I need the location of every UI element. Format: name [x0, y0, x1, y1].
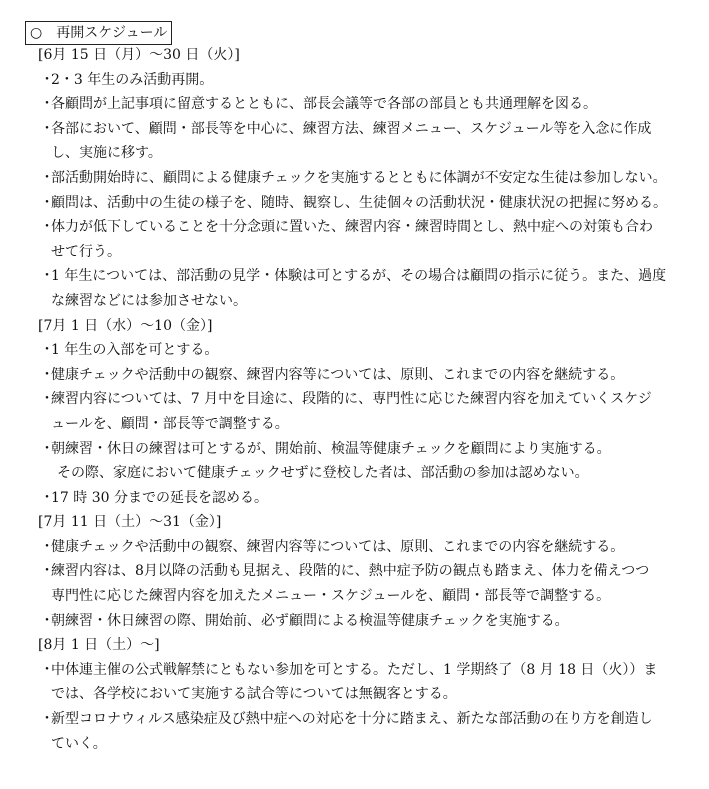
list-item-text-continued: では、各学校において実施する試合等については無観客とする。 [51, 686, 457, 703]
section-title: 再開スケジュール [56, 25, 168, 41]
list-item [37, 707, 709, 756]
list-item-text-continued: その際、家庭において健康チェックせずに登校した者は、部活動の参加は認めない。 [57, 465, 589, 482]
bullet-icon: ・ [40, 538, 54, 555]
bullet-icon: ・ [40, 489, 54, 506]
list-item-text: 1 年生の入部を可とする。 [51, 342, 219, 359]
list-item [37, 191, 709, 216]
list-item-text: 朝練習・休日の練習は可とするが、開始前、検温等健康チェックを顧問により実施する。 [51, 440, 611, 457]
section-title-box [25, 21, 172, 45]
list-item [37, 338, 709, 363]
period-items [37, 338, 709, 510]
bullet-icon: ・ [40, 96, 54, 113]
list-item-text: 健康チェックや活動中の観察、練習内容等については、原則、これまでの内容を継続する。 [51, 538, 625, 555]
bullet-icon: ・ [40, 391, 54, 408]
bullet-icon: ・ [40, 268, 54, 285]
list-item [37, 117, 709, 166]
circle-mark-icon: ○ [30, 25, 43, 41]
list-item-text: 各部において、顧問・部長等を中心に、練習方法、練習メニュー、スケジュール等を入念に作成 [51, 120, 652, 137]
bullet-icon: ・ [40, 219, 54, 236]
period-items [37, 535, 709, 633]
period-heading: [6月 15 日（月）～30 日（火）] [38, 47, 240, 63]
bullet-icon: ・ [40, 661, 54, 678]
list-item-text-continued: 専門性に応じた練習内容を加えたメニュー・スケジュールを、顧問・部長等で調整する。 [51, 588, 611, 605]
list-item [37, 68, 709, 93]
list-item [37, 387, 709, 436]
bullet-icon: ・ [40, 342, 54, 359]
period-items [37, 658, 709, 756]
list-item-text: 各顧問が上記事項に留意するとともに、部長会議等で各部の部員とも共通理解を図る。 [51, 96, 597, 113]
list-item [37, 609, 709, 634]
bullet-icon: ・ [40, 71, 54, 88]
list-item [37, 486, 709, 511]
list-item [37, 166, 709, 191]
list-item-text: 部活動開始時に、顧問による健康チェックを実施するとともに体調が不安定な生徒は参加しない。 [51, 169, 667, 186]
list-item [37, 535, 709, 560]
period-items [37, 68, 709, 314]
list-item-text-continued: せて行う。 [51, 243, 121, 260]
list-item [37, 363, 709, 388]
list-item-text-continued: ていく。 [51, 735, 107, 752]
list-item-text: 練習内容は、8月以降の活動も見据え、段階的に、熱中症予防の観点も踏まえ、体力を備えつつ [51, 563, 650, 580]
bullet-icon: ・ [40, 612, 54, 629]
bullet-icon: ・ [40, 440, 54, 457]
schedule-body [37, 43, 709, 756]
list-item-text: 体力が低下していることを十分念頭に置いた、練習内容・練習時間とし、熱中症への対策も合わ [51, 219, 653, 236]
list-item-text: 練習内容については、7 月中を目途に、段階的に、専門性に応じた練習内容を加えていくスケジ [51, 391, 652, 408]
bullet-icon: ・ [40, 169, 54, 186]
bullet-icon: ・ [40, 563, 54, 580]
list-item-text-continued: ュールを、顧問・部長等で調整する。 [51, 415, 289, 432]
period-heading: [7月 11 日（土）～31（金）] [38, 514, 222, 531]
list-item [37, 658, 709, 707]
bullet-icon: ・ [40, 194, 54, 211]
bullet-icon: ・ [40, 120, 54, 137]
list-item [37, 92, 709, 117]
list-item-text-continued: し、実施に移す。 [51, 145, 162, 162]
list-item [37, 437, 709, 486]
list-item-text: 朝練習・休日練習の際、開始前、必ず顧問による検温等健康チェックを実施する。 [51, 612, 569, 629]
list-item-text-continued: な練習などには参加させない。 [51, 292, 247, 309]
bullet-icon: ・ [40, 366, 54, 383]
list-item-text: 2・3 年生のみ活動再開。 [51, 71, 214, 88]
list-item [37, 215, 709, 264]
list-item-text: 顧問は、活動中の生徒の様子を、随時、観察し、生徒個々の活動状況・健康状況の把握に努める。 [51, 194, 667, 211]
bullet-icon: ・ [40, 711, 54, 728]
list-item [37, 559, 709, 608]
list-item-text: 中体連主催の公式戦解禁にともない参加を可とする。ただし、1 学期終了（8 月 18 日（火））ま [51, 661, 658, 678]
list-item-text: 17 時 30 分までの延長を認める。 [51, 489, 268, 506]
period-heading: [8月 1 日（土）～] [38, 637, 160, 654]
list-item-text: 新型コロナウィルス感染症及び熱中症への対応を十分に踏まえ、新たな部活動の在り方を創造し [51, 711, 653, 728]
period-heading: [7月 1 日（水）～10（金）] [38, 317, 213, 334]
list-item [37, 264, 709, 313]
list-item-text: 健康チェックや活動中の観察、練習内容等については、原則、これまでの内容を継続する。 [51, 366, 625, 383]
list-item-text: 1 年生については、部活動の見学・体験は可とするが、その場合は顧問の指示に従う。また、過度 [51, 268, 667, 285]
